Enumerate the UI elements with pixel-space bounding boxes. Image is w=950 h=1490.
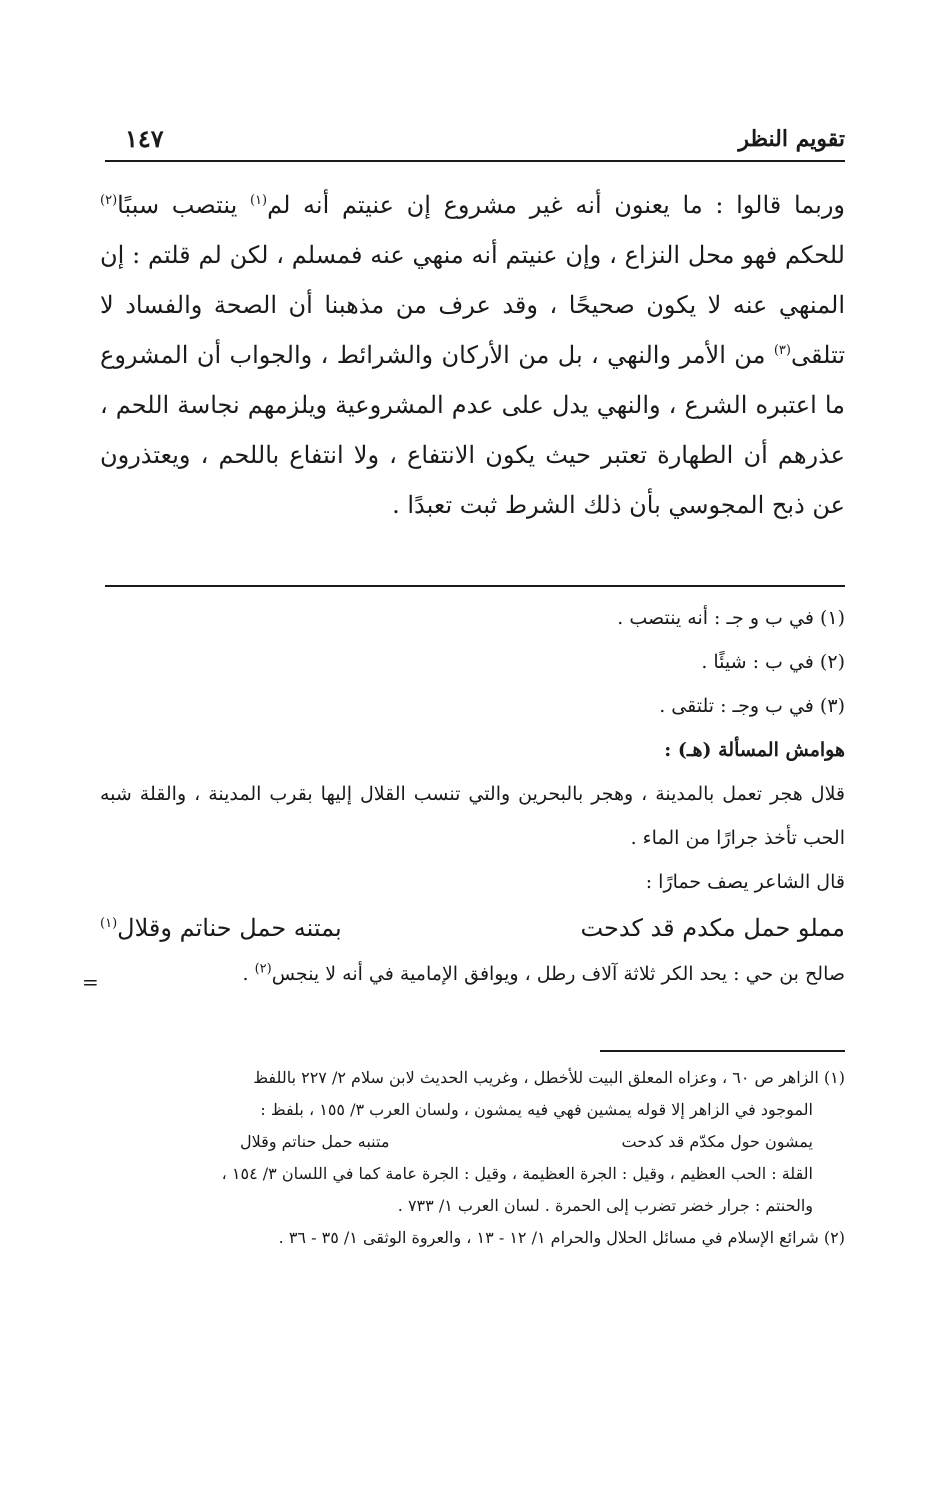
verse-second-hemistich: بمتنه حمل حناتم وقلال$^{(١)}$ [100,914,342,942]
footnote-ref-3: (٣) [773,343,791,358]
page-number: ١٤٧ [125,124,164,153]
subnote-separator [600,1050,845,1052]
subnote-1-line-1: (١) الزاهر ص ٦٠ ، وعزاه المعلق البيت للأخطل ، وغريب الحديث لابن سلام ٢/ ٢٢٧ باللفظ [253,1068,845,1087]
notes-paragraph-3: صالح بن حي : يحد الكر ثلاثة آلاف رطل ، ويوافق الإمامية في أنه لا ينجس$^{(٢)}$ . [242,961,845,985]
footnote-1: (١) في ب و جـ : أنه ينتصب . [617,607,845,629]
subnote-verse-first: يمشون حول مكدّم قد كدحت [621,1132,813,1151]
footnote-separator [105,585,845,587]
notes-paragraph-1: قلال هجر تعمل بالمدينة ، وهجر بالبحرين والتي تنسب القلال إليها بقرب المدينة ، والقلة شبه الحب تأخذ جرارًا من الماء . [100,783,845,849]
page-header [105,122,845,162]
main-paragraph: وربما قالوا : ما يعنون أنه غير مشروع إن عنيتم أنه لم$^{(١)}$ ينتصب سببًا$^{(٢)}$ للحكم فهو محل النزاع ، وإن عنيتم أنه منهي عنه فمسلم ، لكن لم قلتم : إن المنهي عنه لا يكون صحيحًا ، وقد عرف من مذهبنا أن الصحة والفساد لا تتلقى$^{(٣)}$ من الأمر والنهي ، بل من الأركان والشرائط ، والجواب أن المشروع ما اعتبره الشرع ، والنهي يدل على عدم المشروعية ويلزمهم نجاسة اللحم ، عذرهم أن الطهارة تعتبر حيث يكون الانتفاع ، ولا انتفاع باللحم ، ويعتذرون عن ذبح المجوسي بأن ذلك الشرط ثبت تعبدًا . [100,191,845,519]
notes-paragraph-2: قال الشاعر يصف حمارًا : [645,871,845,893]
notes-ref-2: (٢) [254,961,272,977]
subnote-1-line-2: الموجود في الزاهر إلا قوله يمشين فهي فيه يمشون ، ولسان العرب ٣/ ١٥٥ ، بلفظ : [260,1100,813,1119]
subnotes [100,1062,845,1254]
verse-first-hemistich: مملو حمل مكدم قد كدحت [580,914,845,942]
subnote-2: (٢) شرائع الإسلام في مسائل الحلال والحرام ١/ ١٢ - ١٣ ، والعروة الوثقى ١/ ٣٥ - ٣٦ . [278,1228,845,1247]
footnote-3: (٣) في ب وجـ : تلتقى . [659,695,845,717]
notes-heading: هوامش المسألة (هـ) : [664,739,845,761]
subnote-verse [100,1126,845,1158]
continuation-mark: = [82,970,99,994]
verse-ref: (١) [100,916,118,931]
main-text [100,180,845,530]
footnote-ref-1: (١) [249,193,268,208]
subnote-1-line-3: القلة : الحب العظيم ، وقيل : الجرة العظيمة ، وقيل : الجرة عامة كما في اللسان ٣/ ١٥٤ ، [221,1164,813,1183]
subnote-1-line-4: والحنتم : جرار خضر تضرب إلى الحمرة . لسان العرب ١/ ٧٣٣ . [397,1196,813,1215]
footnote-2: (٢) في ب : شيئًا . [701,651,845,673]
footnote-ref-2: (٢) [100,193,118,208]
footnotes [100,596,845,996]
poetry-verse [100,904,845,952]
header-rule [105,160,845,162]
running-title: تقويم النظر [738,126,845,152]
subnote-verse-second: متنبه حمل حناتم وقلال [240,1132,390,1151]
